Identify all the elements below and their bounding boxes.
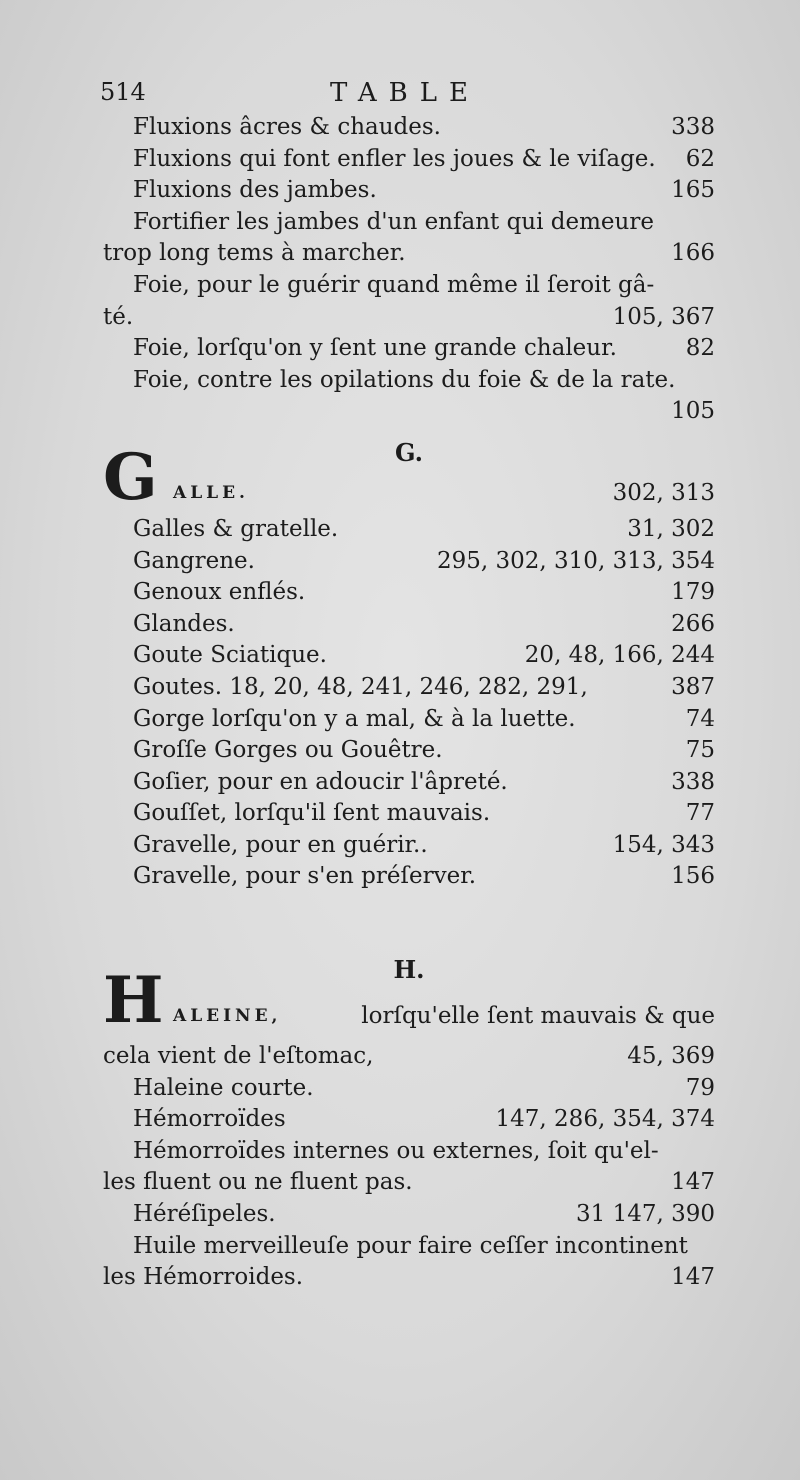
entry-text: Goute Sciatique. [133,642,327,669]
index-entry [103,112,715,144]
entry-text: Gravelle, pour s'en préſerver. [133,863,477,890]
index-entry [103,861,715,893]
index-entry [103,1073,715,1105]
entry-text: lorſqu'elle ſent mauvais & que [361,1003,715,1030]
entry-headword: ALEINE, [173,1006,282,1027]
entry-pages: 31 147, 390 [576,1201,715,1228]
index-entries [103,112,715,1294]
entry-pages: 295, 302, 310, 313, 354 [437,547,715,574]
entry-pages: 45, 369 [627,1043,715,1070]
entry-text: Foie, pour le guérir quand même il ſeroit gâ- [133,271,655,298]
entry-text: Hémorroïdes [133,1106,286,1133]
index-entry [103,704,715,736]
index-entry [103,270,715,302]
entry-text: cela vient de l'eſtomac, [103,1043,374,1070]
index-entry [103,144,715,176]
entry-pages: 302, 313 [612,479,715,506]
entry-text: Haleine courte. [133,1074,314,1101]
entry-text: Fluxions des jambes. [133,177,377,204]
entry-pages: 74 [685,705,715,732]
entry-text: Goſier, pour en adoucir l'âpreté. [133,768,508,795]
entry-text: trop long tems à marcher. [103,240,406,267]
entry-text: Huile merveilleuſe pour faire ceſſer incontinent [133,1232,688,1259]
entries-g-block [103,514,715,893]
index-entry [103,1104,715,1136]
index-entry [103,365,715,397]
entry-text: Genoux enflés. [133,579,306,606]
entry-text: Groſſe Gorges ou Gouêtre. [133,737,443,764]
entry-pages: 179 [671,579,715,606]
entry-pages: 105 [671,398,715,425]
index-entry [103,672,715,704]
entry-text: Fluxions âcres & chaudes. [133,114,441,140]
entry-pages: 165 [671,177,715,204]
entry-pages: 338 [671,114,715,140]
entry-pages: 82 [685,335,715,362]
entry-headword: ALLE. [173,482,249,503]
index-entry [103,207,715,239]
drop-cap-g: G [103,439,158,515]
index-entry-galle [103,439,715,515]
entry-text: Fluxions qui font enfler les joues & le viſage. [133,145,656,172]
entry-text: Gravelle, pour en guérir.. [133,831,428,858]
entry-text: Gorge lorſqu'on y a mal, & à la luette. [133,705,576,732]
index-entry [103,333,715,365]
entry-text: Foie, lorſqu'on y ſent une grande chaleur. [133,335,617,362]
entry-text: les Hémorroides. [103,1264,304,1291]
index-entry [103,735,715,767]
index-entry [103,302,715,334]
index-entry [103,798,715,830]
index-entry [103,1199,715,1231]
entry-text: Galles & gratelle. [133,515,339,542]
index-entry [103,546,715,578]
entry-pages: 147 [671,1169,715,1196]
entry-text: Fortifier les jambes d'un enfant qui demeure [133,208,654,235]
index-entry [103,175,715,207]
running-title: TABLE [329,78,481,108]
entry-text: Gangrene. [133,547,255,574]
drop-cap-h: H [103,963,164,1039]
index-entry [103,767,715,799]
entry-text: Gouſſet, lorſqu'il ſent mauvais. [133,800,491,827]
section-heading-h: H. [393,955,425,985]
entry-text: Foie, contre les opilations du foie & de la rate. [133,366,676,393]
section-heading-g: G. [395,437,423,467]
index-entry [103,609,715,641]
index-entry [103,577,715,609]
entry-text: les fluent ou ne fluent pas. [103,1169,413,1196]
index-entry [103,514,715,546]
index-entry [103,238,715,270]
entry-text: Hémorroïdes internes ou externes, ſoit qu'el- [133,1137,659,1164]
entry-pages: 20, 48, 166, 244 [524,642,715,669]
index-entry [103,830,715,862]
index-entry [103,1167,715,1199]
index-entry [103,640,715,672]
entry-pages: 166 [671,240,715,267]
entry-pages: 156 [671,863,715,890]
index-entry [103,396,715,428]
entry-text: Goutes. 18, 20, 48, 241, 246, 282, 291, [133,673,588,700]
index-entry [103,1262,715,1294]
entry-pages: 75 [685,737,715,764]
page-number: 514 [100,78,146,106]
entry-pages: 31, 302 [627,515,715,542]
entry-pages: 387 [671,673,715,700]
index-entry-haleine [103,963,715,1041]
index-entry [103,1041,715,1073]
entry-text: Héréſipeles. [133,1201,276,1228]
entries-h-block [103,1041,715,1294]
entry-pages: 154, 343 [612,831,715,858]
entry-text: Glandes. [133,610,235,637]
entry-pages: 105, 367 [612,303,715,330]
entry-pages: 62 [685,145,715,172]
entry-pages: 147 [671,1264,715,1291]
entry-pages: 79 [685,1074,715,1101]
index-entry [103,1231,715,1263]
entry-pages: 266 [671,610,715,637]
entries-f-block [103,112,715,428]
index-entry [103,1136,715,1168]
entry-pages: 77 [685,800,715,827]
entry-pages: 147, 286, 354, 374 [495,1106,715,1133]
entry-pages: 338 [671,768,715,795]
entry-text: té. [103,303,134,330]
